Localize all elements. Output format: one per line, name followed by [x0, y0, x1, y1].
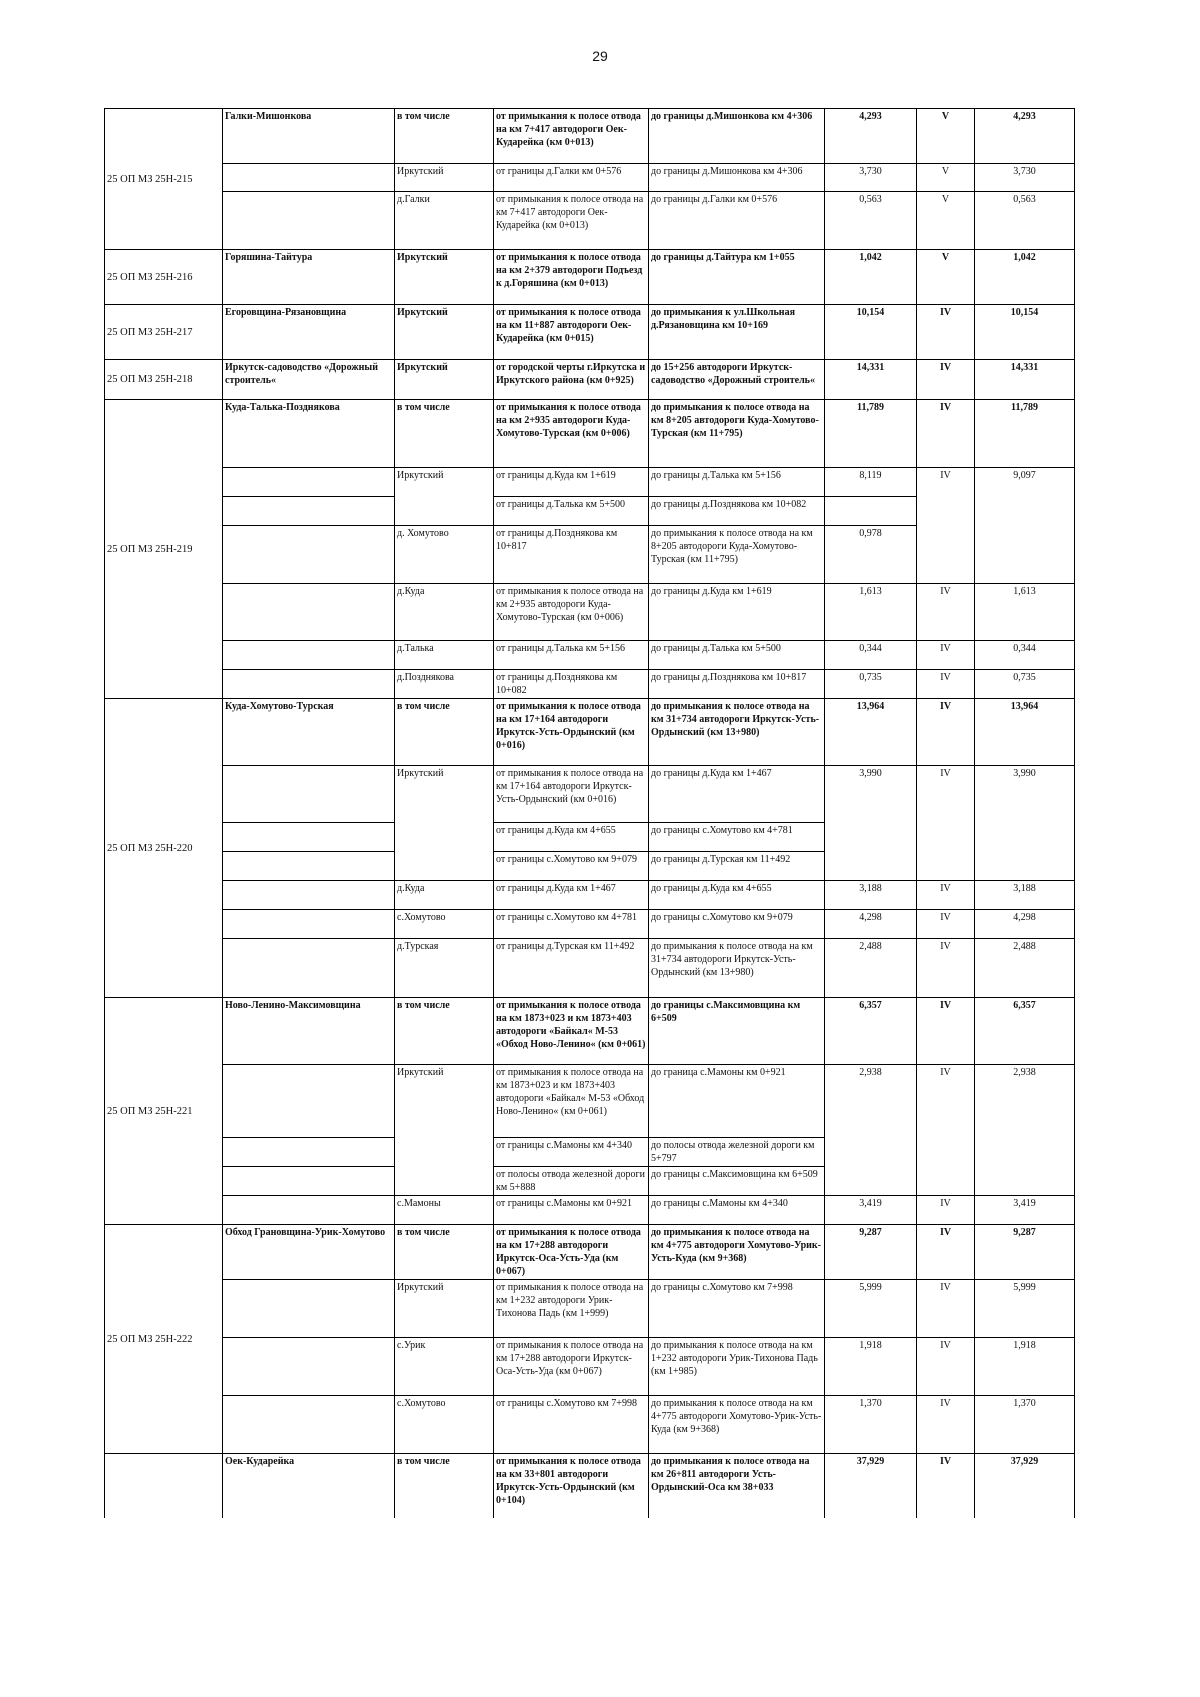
cell-name [223, 497, 395, 526]
cell-from: от границы с.Хомутово км 4+781 [494, 910, 649, 939]
cell-district: в том числе [395, 109, 494, 164]
cell-to: до полосы отвода железной дороги км 5+797 [649, 1138, 825, 1167]
cell-length: 0,978 [825, 526, 917, 584]
table-row [105, 192, 1075, 250]
cell-name [223, 910, 395, 939]
cell-length: 4,293 [825, 109, 917, 164]
cell-from: от примыкания к полосе отвода на км 17+164 автодороги Иркутск-Усть-Ордынский (км 0+016) [494, 766, 649, 823]
cell-name [223, 1280, 395, 1338]
cell-category: IV [917, 1065, 975, 1196]
cell-length: 3,730 [825, 164, 917, 192]
table-row [105, 360, 1075, 400]
cell-to: до примыкания к полосе отвода на км 26+811 автодороги Усть-Ордынский-Оса км 38+033 [649, 1454, 825, 1518]
cell-from: от границы д.Талька км 5+500 [494, 497, 649, 526]
cell-to: до границы д.Галки км 0+576 [649, 192, 825, 250]
cell-length: 1,042 [825, 250, 917, 305]
road-id: 25 ОП МЗ 25Н-217 [105, 305, 223, 360]
cell-length: 6,357 [825, 998, 917, 1065]
cell-from: от границы д.Позднякова км 10+082 [494, 670, 649, 699]
cell-from: от примыкания к полосе отвода на км 17+164 автодороги Иркутск-Усть-Ордынский (км 0+016) [494, 699, 649, 766]
cell-category: IV [917, 1454, 975, 1518]
cell-category: IV [917, 1338, 975, 1396]
cell-from: от границы д.Талька км 5+156 [494, 641, 649, 670]
cell-total: 37,929 [975, 1454, 1075, 1518]
cell-to: до границы д.Куда км 4+655 [649, 881, 825, 910]
cell-district: д.Позднякова [395, 670, 494, 699]
cell-total: 1,918 [975, 1338, 1075, 1396]
cell-to: до границы д.Турская км 11+492 [649, 852, 825, 881]
cell-length: 2,938 [825, 1065, 917, 1196]
cell-total: 0,735 [975, 670, 1075, 699]
cell-name [223, 1065, 395, 1138]
cell-total: 2,938 [975, 1065, 1075, 1196]
cell-category: IV [917, 1225, 975, 1280]
cell-district: Иркутский [395, 164, 494, 192]
cell-to: до примыкания к ул.Школьная д.Рязановщина км 10+169 [649, 305, 825, 360]
cell-from: от примыкания к полосе отвода на км 2+935 автодороги Куда-Хомутово-Турская (км 0+006) [494, 400, 649, 468]
road-id: 25 ОП МЗ 25Н-220 [105, 699, 223, 998]
cell-name: Куда-Хомутово-Турская [223, 699, 395, 766]
road-id: 25 ОП МЗ 25Н-222 [105, 1225, 223, 1454]
table-row [105, 1280, 1075, 1338]
cell-from: от границы д.Куда км 1+467 [494, 881, 649, 910]
cell-category: IV [917, 1196, 975, 1225]
cell-from: от границы с.Мамоны км 0+921 [494, 1196, 649, 1225]
table-row [105, 766, 1075, 823]
cell-to: до границы д.Позднякова км 10+817 [649, 670, 825, 699]
cell-district: д.Талька [395, 641, 494, 670]
cell-to: до примыкания к полосе отвода на км 4+775 автодороги Хомутово-Урик-Усть-Куда (км 9+368) [649, 1396, 825, 1454]
table-row [105, 250, 1075, 305]
cell-from: от городской черты г.Иркутска и Иркутского района (км 0+925) [494, 360, 649, 400]
cell-from: от примыкания к полосе отвода на км 7+417 автодороги Оек-Кударейка (км 0+013) [494, 109, 649, 164]
cell-district: в том числе [395, 998, 494, 1065]
cell-category: IV [917, 400, 975, 468]
table-row [105, 699, 1075, 766]
cell-from: от примыкания к полосе отвода на км 2+379 автодороги Подъезд к д.Горяшина (км 0+013) [494, 250, 649, 305]
cell-length: 4,298 [825, 910, 917, 939]
cell-total: 1,370 [975, 1396, 1075, 1454]
cell-name: Егоровщина-Рязановщина [223, 305, 395, 360]
cell-district: Иркутский [395, 468, 494, 526]
cell-category: IV [917, 468, 975, 584]
cell-from: от полосы отвода железной дороги км 5+888 [494, 1167, 649, 1196]
cell-name [223, 641, 395, 670]
cell-to: до примыкания к полосе отвода на км 31+734 автодороги Иркутск-Усть-Ордынский (км 13+980) [649, 939, 825, 998]
cell-name [223, 526, 395, 584]
cell-to: до границы с.Максимовщина км 6+509 [649, 998, 825, 1065]
cell-category: IV [917, 670, 975, 699]
cell-from: от примыкания к полосе отвода на км 1873+023 и км 1873+403 автодороги «Байкал« М-53 «Обход Ново-Ленино« (км 0+061) [494, 998, 649, 1065]
cell-name [223, 164, 395, 192]
cell-length: 0,563 [825, 192, 917, 250]
cell-length: 1,613 [825, 584, 917, 641]
cell-length: 37,929 [825, 1454, 917, 1518]
cell-to: до примыкания к полосе отвода на км 31+734 автодороги Иркутск-Усть-Ордынский (км 13+980) [649, 699, 825, 766]
cell-district: Иркутский [395, 1280, 494, 1338]
cell-from: от границы д.Позднякова км 10+817 [494, 526, 649, 584]
road-id [105, 1454, 223, 1518]
cell-name [223, 852, 395, 881]
cell-to: до граница с.Мамоны км 0+921 [649, 1065, 825, 1138]
table-row [105, 670, 1075, 699]
table-row [105, 305, 1075, 360]
table-row [105, 641, 1075, 670]
cell-length: 3,990 [825, 766, 917, 881]
cell-district: в том числе [395, 1225, 494, 1280]
cell-to: до границы с.Максимовщина км 6+509 [649, 1167, 825, 1196]
cell-category: IV [917, 1280, 975, 1338]
cell-from: от примыкания к полосе отвода на км 33+801 автодороги Иркутск-Усть-Ордынский (км 0+104) [494, 1454, 649, 1518]
cell-total: 4,298 [975, 910, 1075, 939]
cell-name [223, 584, 395, 641]
road-id: 25 ОП МЗ 25Н-221 [105, 998, 223, 1225]
cell-to: до примыкания к полосе отвода на км 4+775 автодороги Хомутово-Урик-Усть-Куда (км 9+368) [649, 1225, 825, 1280]
table-row [105, 910, 1075, 939]
cell-district: Иркутский [395, 1065, 494, 1196]
cell-length: 3,188 [825, 881, 917, 910]
cell-category: IV [917, 305, 975, 360]
table-row [105, 164, 1075, 192]
cell-length: 11,789 [825, 400, 917, 468]
cell-district: д.Куда [395, 881, 494, 910]
cell-to: до примыкания к полосе отвода на км 8+205 автодороги Куда-Хомутово-Турская (км 11+795) [649, 526, 825, 584]
cell-to: до границы д.Талька км 5+156 [649, 468, 825, 497]
cell-from: от примыкания к полосе отвода на км 17+288 автодороги Иркутск-Оса-Усть-Уда (км 0+067) [494, 1225, 649, 1280]
cell-name: Оек-Кударейка [223, 1454, 395, 1518]
cell-length: 0,735 [825, 670, 917, 699]
cell-category: V [917, 192, 975, 250]
cell-name [223, 766, 395, 823]
cell-total: 3,990 [975, 766, 1075, 881]
cell-total: 9,097 [975, 468, 1075, 584]
cell-from: от границы д.Куда км 4+655 [494, 823, 649, 852]
page-number: 29 [592, 48, 608, 64]
cell-total: 14,331 [975, 360, 1075, 400]
cell-name [223, 1396, 395, 1454]
cell-from: от границы д.Галки км 0+576 [494, 164, 649, 192]
cell-length: 5,999 [825, 1280, 917, 1338]
table-row [105, 1396, 1075, 1454]
cell-to: до границы с.Мамоны км 4+340 [649, 1196, 825, 1225]
cell-category: V [917, 250, 975, 305]
cell-length: 10,154 [825, 305, 917, 360]
cell-district: Иркутский [395, 250, 494, 305]
cell-total: 6,357 [975, 998, 1075, 1065]
cell-district: в том числе [395, 1454, 494, 1518]
cell-district: Иркутский [395, 360, 494, 400]
cell-total: 4,293 [975, 109, 1075, 164]
cell-to: до границы д.Мишонкова км 4+306 [649, 164, 825, 192]
cell-total: 5,999 [975, 1280, 1075, 1338]
cell-category: IV [917, 584, 975, 641]
cell-to: до границы д.Талька км 5+500 [649, 641, 825, 670]
cell-to: до границы д.Позднякова км 10+082 [649, 497, 825, 526]
cell-name [223, 192, 395, 250]
cell-district: д.Куда [395, 584, 494, 641]
table-row [105, 881, 1075, 910]
cell-district: д. Хомутово [395, 526, 494, 584]
cell-to: до границы с.Хомутово км 9+079 [649, 910, 825, 939]
cell-name: Иркутск-садоводство «Дорожный строитель« [223, 360, 395, 400]
cell-total: 3,188 [975, 881, 1075, 910]
road-id: 25 ОП МЗ 25Н-219 [105, 400, 223, 699]
cell-from: от примыкания к полосе отвода на км 1873+023 и км 1873+403 автодороги «Байкал« М-53 «Обход Ново-Ленино« (км 0+061) [494, 1065, 649, 1138]
cell-district: с.Хомутово [395, 910, 494, 939]
cell-length: 1,918 [825, 1338, 917, 1396]
cell-district: с.Урик [395, 1338, 494, 1396]
table-row [105, 998, 1075, 1065]
cell-category: IV [917, 641, 975, 670]
cell-total: 1,042 [975, 250, 1075, 305]
cell-total: 0,344 [975, 641, 1075, 670]
cell-district: с.Хомутово [395, 1396, 494, 1454]
cell-category: V [917, 109, 975, 164]
table-row [105, 1065, 1075, 1138]
cell-category: IV [917, 766, 975, 881]
cell-name [223, 939, 395, 998]
cell-length: 8,119 [825, 468, 917, 497]
cell-name [223, 670, 395, 699]
cell-to: до границы д.Мишонкова км 4+306 [649, 109, 825, 164]
cell-name: Галки-Мишонкова [223, 109, 395, 164]
cell-total: 3,730 [975, 164, 1075, 192]
cell-from: от границы д.Турская км 11+492 [494, 939, 649, 998]
cell-district: с.Мамоны [395, 1196, 494, 1225]
cell-to: до 15+256 автодороги Иркутск-садоводство «Дорожный строитель« [649, 360, 825, 400]
cell-total: 2,488 [975, 939, 1075, 998]
table-row [105, 1454, 1075, 1518]
table-row [105, 1225, 1075, 1280]
cell-to: до примыкания к полосе отвода на км 8+205 автодороги Куда-Хомутово-Турская (км 11+795) [649, 400, 825, 468]
cell-length: 3,419 [825, 1196, 917, 1225]
cell-length: 14,331 [825, 360, 917, 400]
cell-category: IV [917, 939, 975, 998]
table-row [105, 109, 1075, 164]
cell-district: в том числе [395, 699, 494, 766]
table-row [105, 1338, 1075, 1396]
cell-length: 9,287 [825, 1225, 917, 1280]
cell-total: 1,613 [975, 584, 1075, 641]
cell-name [223, 468, 395, 497]
cell-name [223, 823, 395, 852]
table-row [105, 468, 1075, 497]
cell-to: до границы д.Куда км 1+619 [649, 584, 825, 641]
cell-total: 10,154 [975, 305, 1075, 360]
cell-to: до границы с.Хомутово км 7+998 [649, 1280, 825, 1338]
road-id: 25 ОП МЗ 25Н-215 [105, 109, 223, 250]
roads-table [104, 108, 1075, 1518]
cell-district: в том числе [395, 400, 494, 468]
cell-to: до границы с.Хомутово км 4+781 [649, 823, 825, 852]
cell-length: 1,370 [825, 1396, 917, 1454]
cell-from: от примыкания к полосе отвода на км 2+935 автодороги Куда-Хомутово-Турская (км 0+006) [494, 584, 649, 641]
cell-length: 2,488 [825, 939, 917, 998]
cell-name [223, 1138, 395, 1167]
table-row [105, 1196, 1075, 1225]
cell-name: Обход Грановщина-Урик-Хомутово [223, 1225, 395, 1280]
road-id: 25 ОП МЗ 25Н-218 [105, 360, 223, 400]
cell-category: V [917, 164, 975, 192]
cell-total: 3,419 [975, 1196, 1075, 1225]
cell-name [223, 881, 395, 910]
cell-to: до границы д.Тайтура км 1+055 [649, 250, 825, 305]
cell-from: от примыкания к полосе отвода на км 17+288 автодороги Иркутск-Оса-Усть-Уда (км 0+067) [494, 1338, 649, 1396]
cell-from: от примыкания к полосе отвода на км 11+887 автодороги Оек-Кударейка (км 0+015) [494, 305, 649, 360]
cell-district: д.Галки [395, 192, 494, 250]
table-row [105, 584, 1075, 641]
cell-from: от границы д.Куда км 1+619 [494, 468, 649, 497]
cell-district: Иркутский [395, 305, 494, 360]
cell-category: IV [917, 699, 975, 766]
cell-total: 0,563 [975, 192, 1075, 250]
cell-from: от границы с.Мамоны км 4+340 [494, 1138, 649, 1167]
road-id: 25 ОП МЗ 25Н-216 [105, 250, 223, 305]
cell-category: IV [917, 998, 975, 1065]
cell-name: Ново-Ленино-Максимовщина [223, 998, 395, 1065]
cell-total: 11,789 [975, 400, 1075, 468]
cell-category: IV [917, 360, 975, 400]
cell-name [223, 1196, 395, 1225]
cell-district: д.Турская [395, 939, 494, 998]
cell-length: 13,964 [825, 699, 917, 766]
cell-category: IV [917, 881, 975, 910]
cell-name [223, 1167, 395, 1196]
cell-name: Горяшина-Тайтура [223, 250, 395, 305]
cell-district: Иркутский [395, 766, 494, 881]
cell-from: от границы с.Хомутово км 7+998 [494, 1396, 649, 1454]
cell-total: 13,964 [975, 699, 1075, 766]
cell-length [825, 497, 917, 526]
cell-total: 9,287 [975, 1225, 1075, 1280]
cell-to: до границы д.Куда км 1+467 [649, 766, 825, 823]
table-row [105, 939, 1075, 998]
cell-to: до примыкания к полосе отвода на км 1+232 автодороги Урик-Тихонова Падь (км 1+985) [649, 1338, 825, 1396]
cell-name [223, 1338, 395, 1396]
cell-from: от примыкания к полосе отвода на км 7+417 автодороги Оек-Кударейка (км 0+013) [494, 192, 649, 250]
cell-category: IV [917, 1396, 975, 1454]
table-row [105, 400, 1075, 468]
cell-name: Куда-Талька-Позднякова [223, 400, 395, 468]
cell-from: от примыкания к полосе отвода на км 1+232 автодороги Урик-Тихонова Падь (км 1+999) [494, 1280, 649, 1338]
cell-from: от границы с.Хомутово км 9+079 [494, 852, 649, 881]
cell-category: IV [917, 910, 975, 939]
cell-length: 0,344 [825, 641, 917, 670]
